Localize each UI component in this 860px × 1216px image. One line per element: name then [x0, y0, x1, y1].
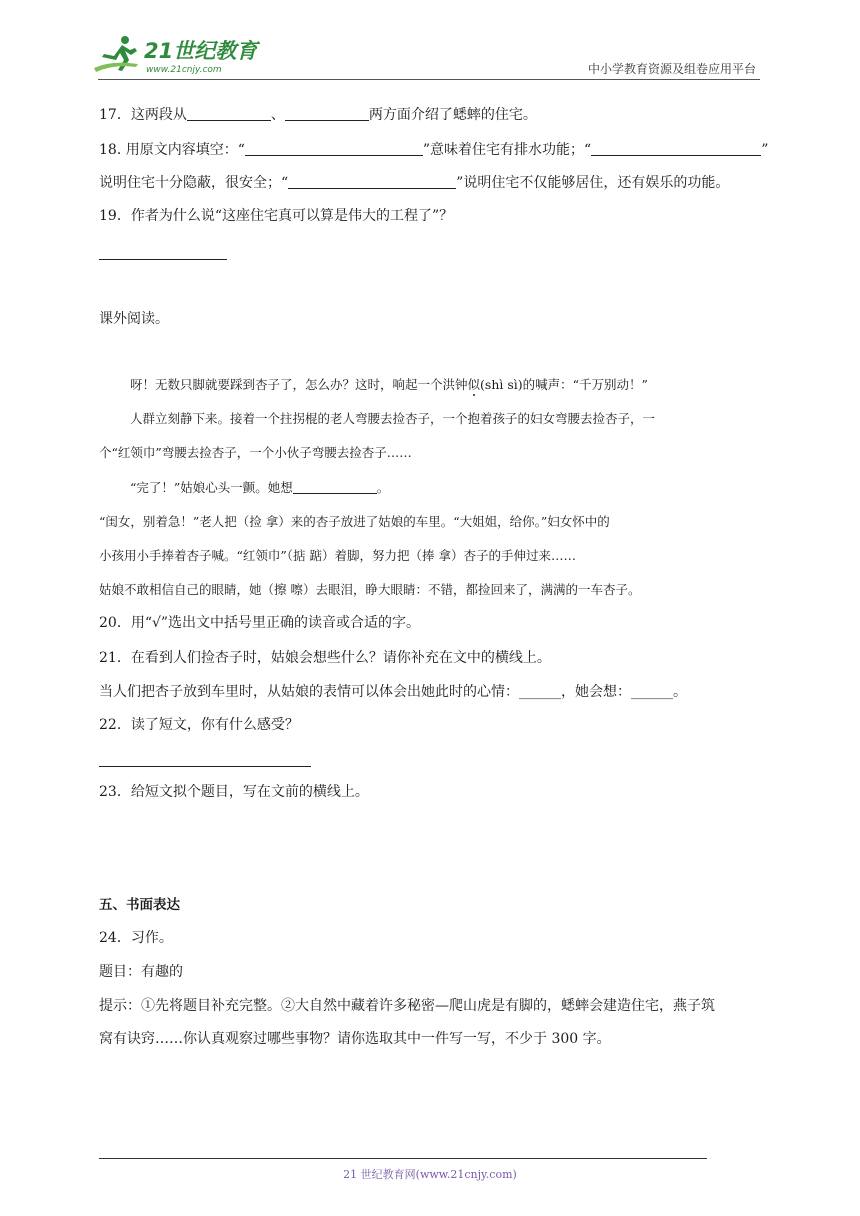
section-extra-reading: 课外阅读。: [99, 311, 169, 327]
essay-title-line: 题目：有趣的: [99, 964, 183, 980]
passage-paragraph: 小孩用小手捧着杏子喊。“红领巾”（掂 踮）着脚，努力把（捧 拿）杏子的手伸过来……: [99, 548, 576, 563]
answer-line[interactable]: [99, 766, 311, 767]
passage-paragraph: “完了！”姑娘心头一颤。她想 。: [130, 480, 390, 495]
question-17: 17．这两段从 、 两方面介绍了蟋蟀的住宅。: [99, 107, 537, 123]
question-23: 23．给短文拟个题目，写在文前的横线上。: [99, 784, 369, 800]
question-19: 19．作者为什么说“这座住宅真可以算是伟大的工程了”？: [99, 208, 454, 224]
svg-text:www.21cnjy.com: www.21cnjy.com: [146, 65, 222, 75]
passage-paragraph: 呀！无数只脚就要踩到杏子了，怎么办？这时，响起一个洪钟似(shì sì)的喊声：“千万别动！”: [130, 377, 648, 392]
answer-blank[interactable]: [285, 106, 369, 121]
header-platform-text: 中小学教育资源及组卷应用平台: [587, 62, 756, 76]
question-21-line2: 当人们把杏子放到车里时，从姑娘的表情可以体会出她此时的心情：______，她会想：______。: [99, 684, 687, 700]
question-24: 24．习作。: [99, 930, 173, 946]
question-18: 18. 用原文内容填空：“ ”意味着住宅有排水功能；“ ”: [99, 142, 769, 158]
question-18-line2: 说明住宅十分隐蔽，很安全；“ ”说明住宅不仅能够居住，还有娱乐的功能。: [99, 175, 730, 191]
answer-blank[interactable]: [591, 141, 761, 156]
passage-paragraph: 人群立刻静下来。接着一个拄拐棍的老人弯腰去捡杏子，一个抱着孩子的妇女弯腰去捡杏子，一: [130, 411, 656, 426]
essay-hint: 窝有诀窍……你认真观察过哪些事物？请你选取其中一件写一写，不少于 300 字。: [99, 1031, 611, 1047]
essay-hint: 提示：①先将题目补充完整。②大自然中藏着许多秘密—爬山虎是有脚的，蟋蟀会建造住宅，燕子筑: [99, 998, 715, 1014]
passage-paragraph: 个“红领巾”弯腰去捡杏子，一个小伙子弯腰去捡杏子……: [99, 445, 412, 460]
header-divider: [98, 79, 760, 80]
answer-blank[interactable]: [245, 141, 423, 156]
answer-line[interactable]: [99, 259, 227, 260]
footer-divider: [99, 1158, 707, 1159]
section-title: 五、书面表达: [99, 897, 180, 913]
answer-blank[interactable]: [288, 174, 456, 189]
question-21: 21．在看到人们捡杏子时，姑娘会想些什么？请你补充在文中的横线上。: [99, 650, 551, 666]
runner-icon: [94, 36, 138, 72]
answer-blank[interactable]: [293, 479, 377, 494]
answer-blank[interactable]: [187, 106, 271, 121]
svg-text:21世纪教育: 21世纪教育: [144, 39, 258, 63]
question-20: 20．用“√”选出文中括号里正确的读音或合适的字。: [99, 615, 421, 631]
passage-paragraph: 姑娘不敢相信自己的眼睛，她（擦 嚓）去眼泪，睁大眼睛：不错，都捡回来了，满满的一车杏子。: [99, 582, 641, 597]
question-22: 22．读了短文，你有什么感受？: [99, 717, 299, 733]
brand-logo: [92, 34, 272, 78]
passage-paragraph: “闺女，别着急！”老人把（捡 拿）来的杏子放进了姑娘的车里。“大姐姐，给你。”妇女怀中的: [99, 514, 610, 529]
footer-text: 21 世纪教育网(www.21cnjy.com): [343, 1168, 517, 1181]
